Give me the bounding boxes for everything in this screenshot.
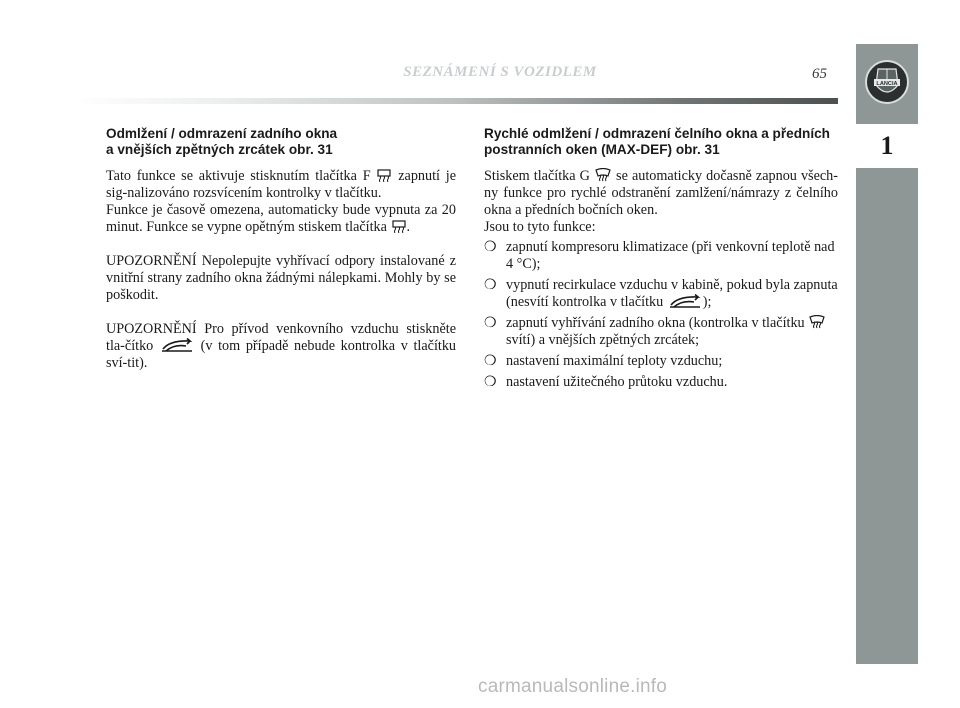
- list-item: ❍ nastavení užitečného průtoku vzduchu.: [484, 374, 728, 390]
- svg-text:LANCIA: LANCIA: [876, 81, 898, 87]
- windshield-defrost-icon: [809, 315, 825, 329]
- list-item: ❍ zapnutí kompresoru klimatizace (při venkovní teplotě nad 4 °C);: [484, 239, 835, 272]
- rear-defrost-icon: [392, 220, 406, 233]
- warning-outside-air: UPOZORNĚNÍ Pro přívod venkovního vzduchu stiskněte tla-čítko (v tom případě nebude kontrolka v tlačítku sví-tit).: [106, 321, 457, 371]
- brand-logo: [856, 44, 918, 120]
- air-recirculation-icon: [160, 338, 194, 352]
- rear-window-defrost-heading: Odmlžení / odmrazení zadního okna a vnějších zpětných zrcátek obr. 31: [106, 126, 338, 157]
- right-column: [484, 126, 838, 395]
- page-number: 65: [812, 66, 827, 82]
- rear-defrost-icon: [377, 169, 391, 182]
- warning-heating-elements: UPOZORNĚNÍ Nepolepujte vyhřívací odpory instalované z vnitřní strany zadního okna žádnými nálepkami. Mohly by se poškodit.: [106, 253, 456, 303]
- air-recirculation-icon: [668, 294, 702, 308]
- list-item: ❍ vypnutí recirkulace vzduchu v kabině, pokud byla zapnuta (nesvítí kontrolka v tlačítku );: [484, 277, 838, 310]
- left-column: [106, 126, 456, 372]
- header-rule: [70, 98, 838, 104]
- paragraph-timer: Funkce je časově omezena, automaticky bude vypnuta za 20 minut. Funkce se vypne opětným stiskem tlačítka .: [106, 202, 456, 235]
- paragraph-max-def-intro: Stiskem tlačítka G se automaticky dočasně zapnou všech-ny funkce pro rychlé odstranění zamlžení/námrazy z čelního okna a předních bočních oken.: [484, 168, 838, 218]
- windshield-defrost-icon: [595, 168, 611, 182]
- functions-intro: Jsou to tyto funkce:: [484, 219, 596, 235]
- list-item: ❍ zapnutí vyhřívání zadního okna (kontrolka v tlačítku svítí) a vnějších zpětných zrcátek;: [484, 315, 838, 349]
- list-item: ❍ nastavení maximální teploty vzduchu;: [484, 353, 723, 369]
- page-header-title: SEZNÁMENÍ S VOZIDLEM: [403, 64, 597, 80]
- max-def-heading: Rychlé odmlžení / odmrazení čelního okna a předních postranních oken (MAX-DEF) obr. 31: [484, 126, 830, 157]
- paragraph-activation: Tato funkce se aktivuje stisknutím tlačítka F zapnutí je sig-nalizováno rozsvícením kontrolky v tlačítku.: [106, 168, 457, 201]
- max-def-functions-list: [484, 239, 838, 391]
- watermark: carmanualsonline.info: [478, 676, 668, 697]
- lancia-shield-icon: [864, 59, 910, 105]
- chapter-number: 1: [856, 124, 918, 168]
